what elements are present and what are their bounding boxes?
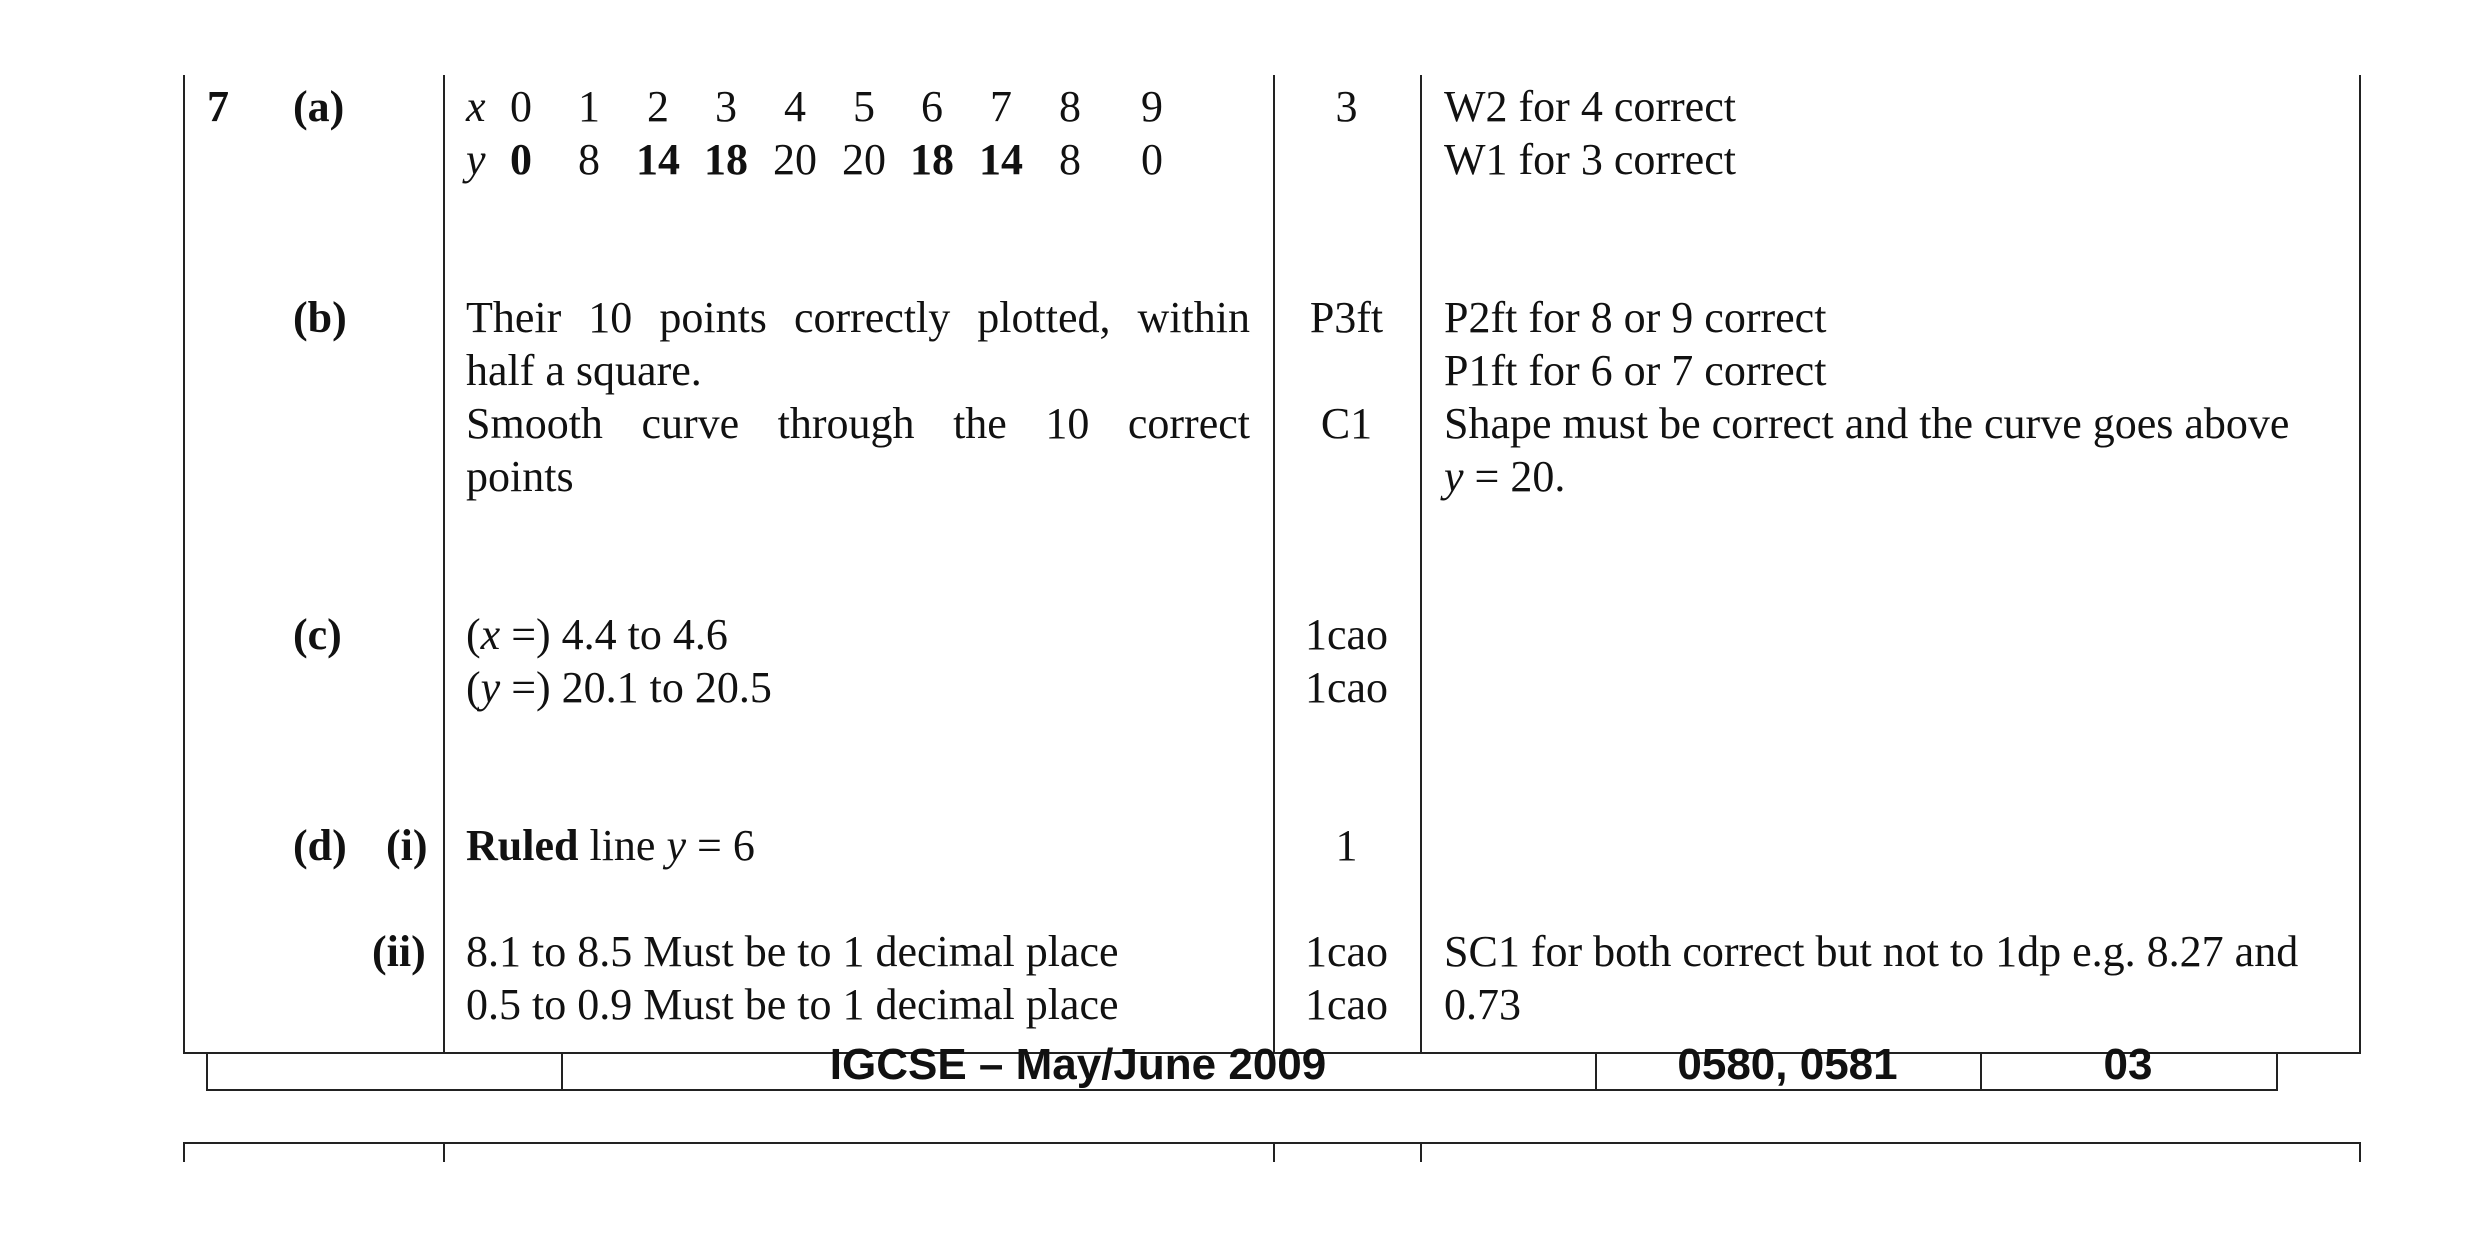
table-left-border [183, 75, 185, 1054]
part-b-note-tail: = 20. [1463, 452, 1566, 501]
part-d-label: (d) [293, 821, 347, 870]
part-b-answer-line-1: Their 10 points correctly plotted, within [466, 293, 1250, 342]
part-b-answer-line-2: half a square. [466, 346, 702, 395]
part-b-mark-2: C1 [1320, 399, 1373, 448]
next-table-divider-3 [1420, 1142, 1422, 1162]
x-value-3: 3 [715, 82, 737, 131]
part-c-label: (c) [293, 610, 342, 659]
y-value-3: 18 [704, 135, 748, 184]
part-c-x-rest: =) 4.4 to 4.6 [500, 610, 728, 659]
part-d-i-var: y [666, 821, 686, 870]
part-d-ii-note-line-1: SC1 for both correct but not to 1dp e.g. 8.27 and [1444, 927, 2299, 976]
part-c-mark-1: 1cao [1304, 610, 1389, 659]
x-value-5: 5 [853, 82, 875, 131]
table-x-label: x [466, 82, 486, 131]
answer-column-divider [1273, 75, 1275, 1054]
part-c-x-open: ( [466, 610, 481, 659]
part-c-answer-x [466, 608, 728, 661]
footer-exam: IGCSE – May/June 2009 [829, 1040, 1327, 1089]
y-value-7: 14 [979, 135, 1023, 184]
next-table-top-border [183, 1142, 2361, 1144]
part-d-ii-mark-2: 1cao [1304, 980, 1389, 1029]
part-d-i-bold-word: Ruled [466, 821, 579, 870]
x-value-6: 6 [921, 82, 943, 131]
y-value-5: 20 [842, 135, 886, 184]
part-d-i-label: (i) [386, 821, 428, 870]
part-d-i-mark: 1 [1335, 821, 1358, 870]
part-d-ii-label: (ii) [372, 927, 426, 976]
part-d-ii-answer-line-1: 8.1 to 8.5 Must be to 1 decimal place [466, 927, 1119, 976]
next-table-left-border [183, 1142, 185, 1162]
footer-left-border [206, 1054, 208, 1091]
table-y-label: y [466, 135, 486, 184]
footer-right-border [2276, 1054, 2278, 1091]
part-b-note-2: P1ft for 6 or 7 correct [1444, 346, 1827, 395]
y-value-8: 8 [1059, 135, 1081, 184]
x-value-8: 8 [1059, 82, 1081, 131]
part-c-x-var: x [480, 610, 501, 659]
next-table-divider-2 [1273, 1142, 1275, 1162]
part-b-label: (b) [293, 293, 347, 342]
part-d-i-tail: = 6 [686, 821, 755, 870]
next-table-divider-1 [443, 1142, 445, 1162]
part-d-i-answer [466, 819, 755, 872]
y-value-4: 20 [773, 135, 817, 184]
question-number: 7 [207, 82, 229, 131]
footer-syllabus: 0580, 0581 [1677, 1040, 1898, 1089]
y-value-9: 0 [1141, 135, 1163, 184]
y-value-0: 0 [510, 135, 532, 184]
footer-paper: 03 [2103, 1040, 2153, 1089]
part-a-mark: 3 [1335, 82, 1358, 131]
question-column-divider [443, 75, 445, 1054]
part-c-mark-2: 1cao [1304, 663, 1389, 712]
y-value-6: 18 [910, 135, 954, 184]
y-value-2: 14 [636, 135, 680, 184]
part-d-ii-answer-line-2: 0.5 to 0.9 Must be to 1 decimal place [466, 980, 1119, 1029]
part-b-note-y: y [1444, 452, 1464, 501]
mark-column-divider [1420, 75, 1422, 1054]
y-value-1: 8 [578, 135, 600, 184]
part-d-i-text: line [578, 821, 667, 870]
part-b-answer-line-4: points [466, 452, 574, 501]
part-b-mark-1: P3ft [1309, 293, 1384, 342]
next-table-right-border [2359, 1142, 2361, 1162]
part-c-y-rest: =) 20.1 to 20.5 [500, 663, 772, 712]
part-c-answer-y [466, 661, 772, 714]
x-value-7: 7 [990, 82, 1012, 131]
part-a-label: (a) [293, 82, 345, 131]
part-c-y-var: y [480, 663, 501, 712]
part-d-ii-mark-1: 1cao [1304, 927, 1389, 976]
part-b-note-3: Shape must be correct and the curve goes above [1444, 399, 2290, 448]
x-value-0: 0 [510, 82, 532, 131]
x-value-1: 1 [578, 82, 600, 131]
part-a-note-2: W1 for 3 correct [1444, 135, 1736, 184]
part-c-y-open: ( [466, 663, 481, 712]
x-value-9: 9 [1141, 82, 1163, 131]
part-a-note-1: W2 for 4 correct [1444, 82, 1736, 131]
part-b-note-4 [1444, 450, 1565, 503]
part-b-note-1: P2ft for 8 or 9 correct [1444, 293, 1827, 342]
part-b-answer-line-3: Smooth curve through the 10 correct [466, 399, 1250, 448]
x-value-4: 4 [784, 82, 806, 131]
table-right-border [2359, 75, 2361, 1054]
x-value-2: 2 [647, 82, 669, 131]
part-d-ii-note-line-2: 0.73 [1444, 980, 1521, 1029]
